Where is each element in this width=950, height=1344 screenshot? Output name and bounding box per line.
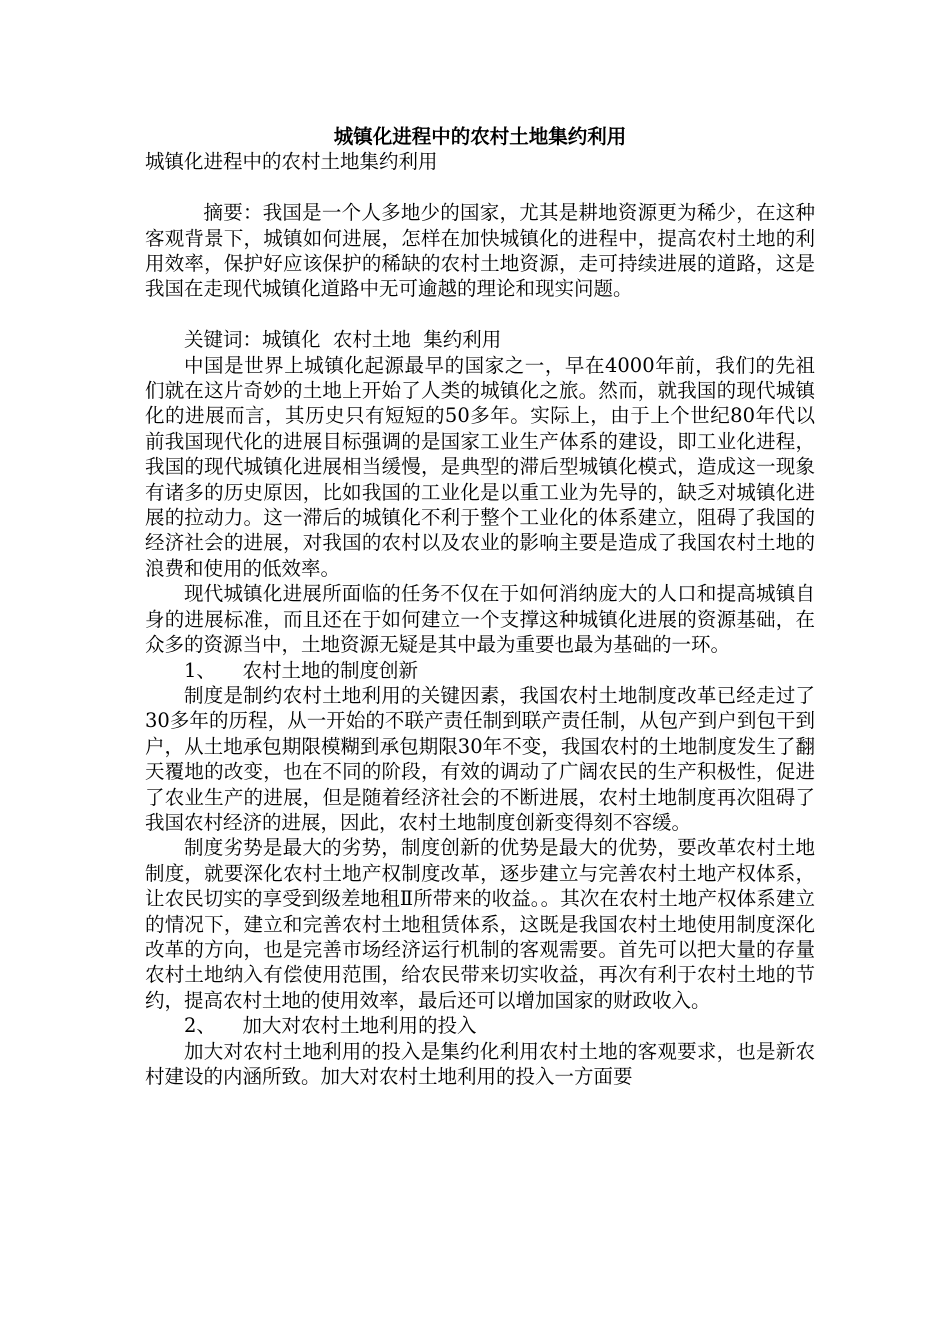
document-title: 城镇化进程中的农村土地集约利用 xyxy=(333,125,627,148)
blank-line xyxy=(145,175,815,200)
body-paragraph: 制度劣势是最大的劣势，制度创新的优势是最大的优势，要改革农村土地制度，就要深化农村土地产权制度改革，逐步建立与完善农村土地产权体系，让农民切实的享受到级差地租Ⅱ所带来的收益。。其次在农村土地产权体系建立的情况下，建立和完善农村土地租赁体系，这既是我国农村土地使用制度深化改革的方向，也是完善市场经济运行机制的客观需要。首先可以把大量的存量农村土地纳入有偿使用范围，给农民带来切实收益，再次有利于农村土地的节约，提高农村土地的使用效率，最后还可以增加国家的财政收入。 xyxy=(145,836,815,1012)
body-paragraph: 中国是世界上城镇化起源最早的国家之一，早在4000年前，我们的先祖们就在这片奇妙的土地上开始了人类的城镇化之旅。然而，就我国的现代城镇化的进展而言，其历史只有短短的50多年。实际上，由于上个世纪80年代以前我国现代化的进展目标强调的是国家工业生产体系的建设，即工业化进程，我国的现代城镇化进展相当缓慢，是典型的滞后型城镇化模式，造成这一现象有诸多的历史原因，比如我国的工业化是以重工业为先导的，缺乏对城镇化进展的拉动力。这一滞后的城镇化不利于整个工业化的体系建立，阻碍了我国的经济社会的进展，对我国的农村以及农业的影响主要是造成了我国农村土地的浪费和使用的低效率。 xyxy=(145,353,815,580)
section-heading xyxy=(145,658,815,683)
document-subtitle: 城镇化进程中的农村土地集约利用 xyxy=(145,150,438,174)
body-paragraph: 制度是制约农村土地利用的关键因素，我国农村土地制度改革已经走过了30多年的历程，从一开始的不联产责任制到联产责任制，从包产到户到包干到户，从土地承包期限模糊到承包期限30年不变，我国农村的土地制度发生了翻天覆地的改变，也在不同的阶段，有效的调动了广阔农民的生产积极性，促进了农业生产的进展，但是随着经济社会的不断进展，农村土地制度再次阻碍了我国农村经济的进展，因此，农村土地制度创新变得刻不容缓。 xyxy=(145,683,815,834)
document-page xyxy=(145,124,815,1089)
keywords-line: 关键词：城镇化 农村土地 集约利用 xyxy=(184,328,502,352)
abstract-paragraph: 摘要：我国是一个人多地少的国家，尤其是耕地资源更为稀少，在这种客观背景下，城镇如何进展，怎样在加快城镇化的进程中，提高农村土地的利用效率，保护好应该保护的稀缺的农村土地资源，走可持续进展的道路，这是我国在走现代城镇化道路中无可逾越的理论和现实问题。 xyxy=(145,201,815,301)
section-number: 1、 xyxy=(184,658,216,682)
section-number: 2、 xyxy=(184,1014,216,1038)
blank-line xyxy=(145,302,815,327)
body-paragraph: 现代城镇化进展所面临的任务不仅在于如何消纳庞大的人口和提高城镇自身的进展标准，而且还在于如何建立一个支撑这种城镇化进展的资源基础，在众多的资源当中，土地资源无疑是其中最为重要也最为基础的一环。 xyxy=(145,582,815,657)
section-heading xyxy=(145,1013,815,1038)
section-heading-text: 加大对农村土地利用的投入 xyxy=(242,1014,477,1038)
body-paragraph: 加大对农村土地利用的投入是集约化利用农村土地的客观要求，也是新农村建设的内涵所致。加大对农村土地利用的投入一方面要 xyxy=(145,1039,815,1088)
section-heading-text: 农村土地的制度创新 xyxy=(242,658,419,682)
